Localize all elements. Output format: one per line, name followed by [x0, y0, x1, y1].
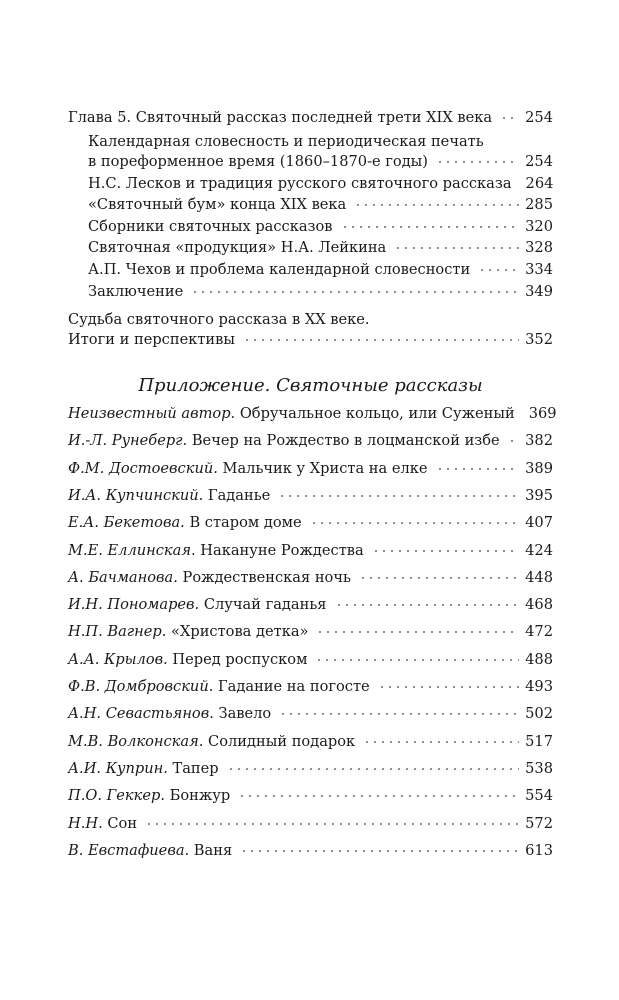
dot-leader [145, 819, 519, 829]
page-number: 369 [528, 405, 557, 422]
story-title: Бонжур [169, 787, 231, 804]
story-title: В старом доме [189, 514, 302, 531]
chapter-title: Глава 5. Святочный рассказ последней трети XIX века [68, 109, 493, 126]
page-number: 334 [525, 261, 553, 278]
dot-leader [278, 491, 519, 501]
story-entry-text [68, 814, 137, 834]
story-title: Рождественская ночь [182, 569, 351, 586]
dot-leader [238, 791, 519, 801]
toc-entry-story[interactable] [68, 591, 553, 615]
story-author: А.Н. Севастьянов. [68, 705, 214, 722]
story-entry-text [68, 431, 500, 451]
story-author: Неизвестный автор. [68, 405, 236, 422]
toc-entry-story[interactable] [68, 810, 553, 834]
story-title: Гадание на погосте [218, 678, 370, 695]
page-number: 472 [525, 623, 553, 640]
page-number: 517 [525, 733, 553, 750]
dot-leader [316, 627, 519, 637]
story-entry-text [68, 650, 307, 670]
story-author: Н.П. Вагнер. [68, 623, 167, 640]
story-author: И.-Л. Рунеберг. [68, 432, 188, 449]
appendix-heading: Приложение. Святочные рассказы [138, 375, 483, 396]
story-title: Перед роспуском [172, 651, 308, 668]
toc-entry-section[interactable] [88, 148, 553, 172]
story-author: Н.Н. [68, 815, 103, 832]
toc-entry-story[interactable] [68, 728, 553, 752]
section-title: Заключение [88, 283, 184, 300]
page-number: 389 [525, 460, 553, 477]
story-title: Мальчик у Христа на елке [222, 460, 428, 477]
story-author: В. Евстафиева. [68, 842, 190, 859]
page-number: 493 [525, 678, 553, 695]
page-number: 349 [525, 283, 553, 300]
story-title: Тапер [172, 760, 219, 777]
dot-leader [378, 682, 519, 692]
dot-leader [341, 222, 520, 232]
dot-leader [394, 243, 519, 253]
page-number: 407 [525, 514, 553, 531]
story-author: И.А. Купчинский. [68, 487, 204, 504]
toc-entry-story[interactable] [68, 618, 553, 642]
story-entry-text [68, 459, 428, 479]
final-section-title-line1: Судьба святочного рассказа в XX веке. [68, 311, 370, 328]
story-title: Накануне Рождества [200, 542, 364, 559]
story-entry-text [68, 486, 270, 506]
story-title: Ваня [193, 842, 233, 859]
toc-entry-section[interactable] [88, 191, 553, 215]
toc-entry-story[interactable] [68, 782, 553, 806]
page-number: 395 [525, 487, 553, 504]
story-entry-text [68, 786, 230, 806]
dot-leader [279, 709, 519, 719]
dot-leader [227, 764, 520, 774]
page-number: 424 [525, 542, 553, 559]
story-author: И.Н. Пономарев. [68, 596, 200, 613]
story-author: Е.А. Бекетова. [68, 514, 185, 531]
dot-leader [315, 655, 519, 665]
story-entry-text [68, 704, 271, 724]
dot-leader [243, 335, 519, 345]
story-author: М.Е. Еллинская. [68, 542, 196, 559]
toc-entry-final-section[interactable] [68, 326, 553, 350]
story-entry-text [68, 622, 308, 642]
story-author: А.И. Куприн. [68, 760, 168, 777]
story-author: М.В. Волконская. [68, 733, 204, 750]
page-number: 264 [525, 175, 554, 192]
section-title: в пореформенное время (1860–1870-е годы) [88, 153, 428, 170]
dot-leader [363, 737, 519, 747]
story-entry-text [68, 732, 355, 752]
toc-entry-section[interactable] [88, 278, 553, 302]
toc-entry-section[interactable] [88, 256, 553, 280]
dot-leader [191, 287, 519, 297]
dot-leader [335, 600, 520, 610]
toc-entry-story[interactable] [68, 400, 557, 424]
page-number: 382 [525, 432, 553, 449]
toc-entry-section[interactable] [88, 234, 553, 258]
story-title: Вечер на Рождество в лоцманской избе [191, 432, 500, 449]
page-number: 502 [525, 705, 553, 722]
section-title: Н.С. Лесков и традиция русского святочного рассказа [88, 175, 512, 192]
story-author: П.О. Геккер. [68, 787, 165, 804]
page-number: 285 [525, 196, 553, 213]
toc-entry-story[interactable] [68, 537, 553, 561]
story-author: Ф.М. Достоевский. [68, 460, 218, 477]
page-number: 254 [525, 109, 553, 126]
toc-entry-story[interactable] [68, 455, 553, 479]
dot-leader [354, 200, 519, 210]
dot-leader [240, 846, 519, 856]
dot-leader [436, 464, 520, 474]
dot-leader [436, 157, 519, 167]
dot-leader [500, 113, 519, 123]
page-number: 538 [525, 760, 553, 777]
story-entry-text [68, 595, 327, 615]
dot-leader [478, 265, 519, 275]
section-title: А.П. Чехов и проблема календарной словесности [88, 261, 471, 278]
story-entry-text [68, 759, 219, 779]
story-entry-text [68, 568, 351, 588]
page-number: 254 [525, 153, 553, 170]
story-author: А.А. Крылов. [68, 651, 168, 668]
story-title: Случай гаданья [203, 596, 327, 613]
page-number: 320 [525, 218, 553, 235]
page-number: 613 [525, 842, 553, 859]
page-number: 488 [525, 651, 553, 668]
toc-entry-story[interactable] [68, 755, 553, 779]
toc-entry-story[interactable] [68, 427, 553, 451]
dot-leader [508, 436, 519, 446]
story-author: А. Бачманова. [68, 569, 178, 586]
story-title: Завело [218, 705, 272, 722]
toc-section-title-line1: Календарная словесность и периодическая печать [88, 133, 484, 150]
dot-leader [372, 546, 519, 556]
page-number: 328 [525, 239, 553, 256]
toc-entry-chapter-5[interactable] [68, 104, 553, 128]
toc-entry-story[interactable] [68, 700, 553, 724]
toc-entry-story[interactable] [68, 837, 553, 861]
story-title: Обручальное кольцо, или Суженый [239, 405, 515, 422]
story-title: «Христова детка» [171, 623, 309, 640]
section-title: «Святочный бум» конца XIX века [88, 196, 347, 213]
page-number: 554 [525, 787, 553, 804]
story-entry-text [68, 841, 232, 861]
toc-entry-story[interactable] [68, 673, 553, 697]
story-title: Солидный подарок [208, 733, 356, 750]
page-number: 352 [525, 331, 553, 348]
page-number: 468 [525, 596, 553, 613]
story-title: Сон [107, 815, 138, 832]
story-entry-text [68, 677, 370, 697]
dot-leader [359, 573, 519, 583]
story-entry-text [68, 513, 302, 533]
toc-entry-story[interactable] [68, 509, 553, 533]
section-title: Сборники святочных рассказов [88, 218, 333, 235]
story-title: Гаданье [207, 487, 271, 504]
story-entry-text [68, 541, 364, 561]
page-number: 572 [525, 815, 553, 832]
toc-entry-story[interactable] [68, 564, 553, 588]
dot-leader [310, 518, 520, 528]
story-author: Ф.В. Домбровский. [68, 678, 214, 695]
toc-entry-story[interactable] [68, 646, 553, 670]
section-title: Святочная «продукция» Н.А. Лейкина [88, 239, 387, 256]
page-number: 448 [525, 569, 553, 586]
story-entry-text [68, 404, 515, 424]
toc-entry-story[interactable] [68, 482, 553, 506]
final-section-title: Итоги и перспективы [68, 331, 235, 348]
